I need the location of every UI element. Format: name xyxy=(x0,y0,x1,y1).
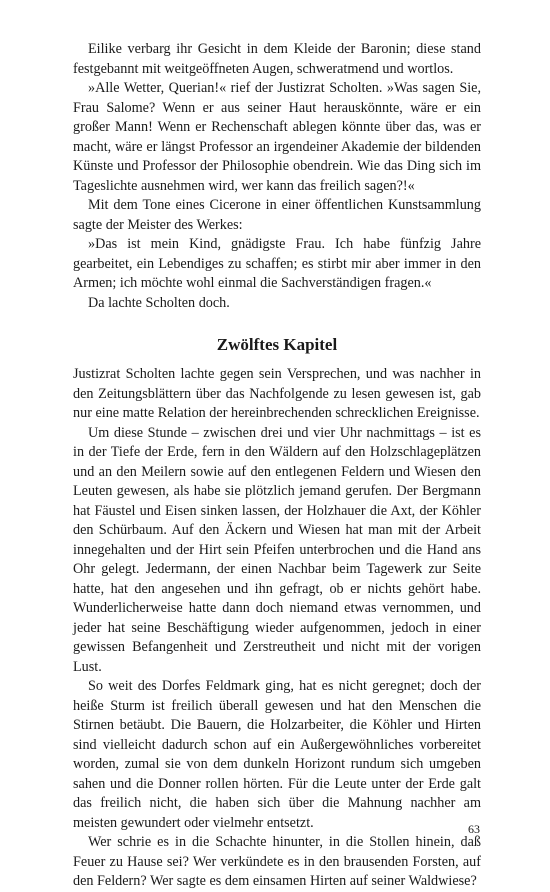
paragraph: Mit dem Tone eines Cicerone in einer öffentlichen Kunstsammlung sagte der Meister des Werkes: xyxy=(73,197,481,233)
paragraph: Da lachte Scholten doch. xyxy=(88,294,230,311)
paragraph: Wer schrie es in die Schachte hinunter, in die Stollen hinein, daß Feuer zu Hause sei? Wer verkündete es in den brausenden Forsten, auf den Feldern? Wer sagte es dem einsamen Hirten auf seiner Waldwiese? xyxy=(73,834,481,889)
paragraph: »Das ist mein Kind, gnädigste Frau. Ich habe fünfzig Jahre gearbeitet, ein Lebendiges zu schaffen; es stirbt mir aber immer in den Armen; ich möchte wohl einmal die Sachverständigen fragen.« xyxy=(73,236,481,291)
chapter-title: Zwölftes Kapitel xyxy=(216,335,338,354)
page-number: 63 xyxy=(468,822,480,836)
paragraph: »Alle Wetter, Querian!« rief der Justizrat Scholten. »Was sagen Sie, Frau Salome? Wenn er aus seiner Haut herauskönnte, wäre er ein großer Mann! Wenn er Rechenschaft ablegen könnte über das, was er macht, wäre er längst Professor an irgendeiner Akademie der bildenden Künste und Professor der Philosophie obendrein. Wie das Ding sich im Tageslichte ausnehmen wird, wer kann das freilich sagen?!« xyxy=(73,80,481,194)
paragraph: Eilike verbarg ihr Gesicht in dem Kleide der Baronin; diese stand festgebannt mit weitgeöffneten Augen, schweratmend und wortlos. xyxy=(73,41,481,77)
paragraph: So weit des Dorfes Feldmark ging, hat es nicht geregnet; doch der heiße Sturm ist freilich überall gewesen und hat den Menschen die Stirnen betäubt. Die Bauern, die Holzarbeiter, die Köhler und Hirten sind vielleicht dadurch schon auf ein Außergewöhnliches vorbereitet worden, zumal sie von dem dunkeln Horizont rundum sich umgeben sahen und die Donner rollen hörten. Für die Leute unter der Erde galt das freilich nicht, die haben sich über die Mahnung nachher am meisten gewundert oder vielmehr entsetzt. xyxy=(73,678,481,831)
paragraph: Um diese Stunde – zwischen drei und vier Uhr nachmittags – ist es in der Tiefe der Erde, fern in den Wäldern auf den Holzschlageplätzen und an den Meilern sowie auf den entlegenen Feldern und Wiesen den Leuten gewesen, als habe sie plötzlich jemand gerufen. Der Bergmann hat Fäustel und Eisen sinken lassen, der Holzhauer die Axt, der Köhler den Schürbaum. Auf den Äckern und Wiesen hat man mit der Arbeit innegehalten und der Hirt sein Pfeifen unterbrochen und die Hand ans Ohr gelegt. Jedermann, der einen Nachbar beim Tagewerk zur Seite hatte, hat den angesehen und ihn gefragt, ob er nichts gehört habe. Wunderlicherweise hatte dann doch niemand etwas vernommen, und jeder hat seine Beschäftigung wieder aufgenommen, jedoch in einer gewissen Befangenheit und Zerstreutheit und nicht mit der vorigen Lust. xyxy=(73,424,481,675)
book-page xyxy=(73,40,481,892)
paragraph: Justizrat Scholten lachte gegen sein Versprechen, und was nachher in den Zeitungsblättern über das Nachfolgende zu lesen gewesen ist, gab nur eine matte Relation der hereinbrechenden schrecklichen Ereignisse. xyxy=(73,366,481,421)
